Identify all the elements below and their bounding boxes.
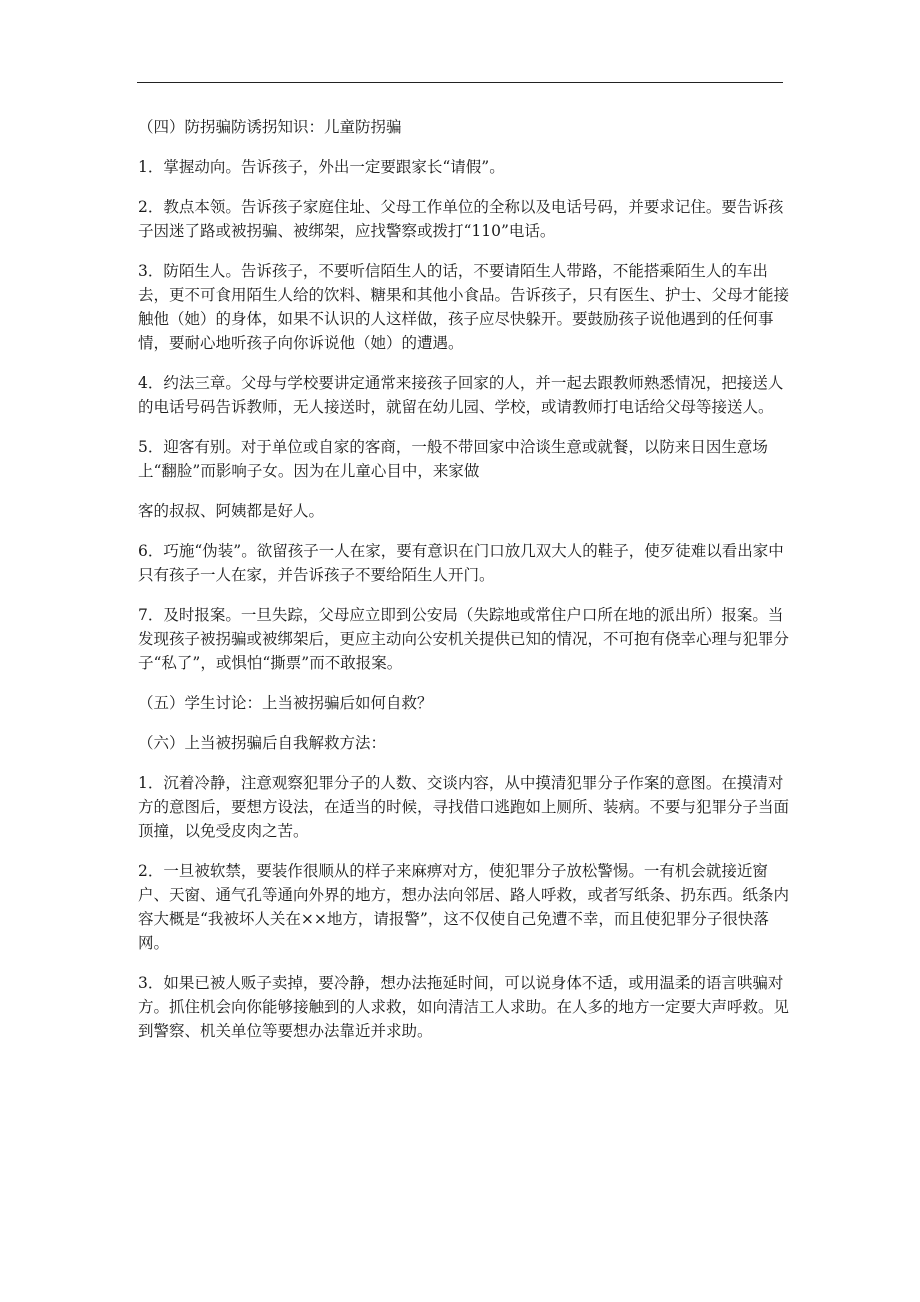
rescue-item-2: 2．一旦被软禁，要装作很顺从的样子来麻痹对方，使犯罪分子放松警惕。一有机会就接近窗户、天窗、通气孔等通向外界的地方，想办法向邻居、路人呼救，或者写纸条、扔东西。纸条内容大概是“我被坏人关在××地方，请报警”，这不仅使自己免遭不幸，而且使犯罪分子很快落网。 xyxy=(138,862,790,952)
rescue-item-1: 1．沉着冷静，注意观察犯罪分子的人数、交谈内容，从中摸清犯罪分子作案的意图。在摸清对方的意图后，要想方设法，在适当的时候，寻找借口逃跑如上厕所、装病。不要与犯罪分子当面顶撞，以免受皮肉之苦。 xyxy=(138,774,790,840)
paragraph-item-2: 2．教点本领。告诉孩子家庭住址、父母工作单位的全称以及电话号码，并要求记住。要告诉孩子因迷了路或被拐骗、被绑架，应找警察或拨打“110”电话。 xyxy=(138,198,784,240)
paragraph-item-4: 4．约法三章。父母与学校要讲定通常来接孩子回家的人，并一起去跟教师熟悉情况，把接送人的电话号码告诉教师，无人接送时，就留在幼儿园、学校，或请教师打电话给父母等接送人。 xyxy=(138,374,784,416)
document-body xyxy=(138,115,790,1059)
paragraph-item-5: 5．迎客有别。对于单位或自家的客商，一般不带回家中洽谈生意或就餐，以防来日因生意场上“翻脸”而影响子女。因为在儿童心目中，来家做 xyxy=(138,438,768,480)
header-rule xyxy=(137,82,783,83)
paragraph-item-7: 7．及时报案。一旦失踪，父母应立即到公安局（失踪地或常住户口所在地的派出所）报案。当发现孩子被拐骗或被绑架后，更应主动向公安机关提供已知的情况，不可抱有侥幸心理与犯罪分子“私了”，或惧怕“撕票”而不敢报案。 xyxy=(138,606,790,672)
section-heading-6: （六）上当被拐骗后自我解救方法： xyxy=(138,734,387,752)
paragraph-item-5-continued: 客的叔叔、阿姨都是好人。 xyxy=(138,502,325,520)
section-heading-4: （四）防拐骗防诱拐知识：儿童防拐骗 xyxy=(138,118,402,136)
section-heading-5: （五）学生讨论：上当被拐骗后如何自救？ xyxy=(138,694,433,712)
paragraph-item-6: 6．巧施“伪装”。欲留孩子一人在家，要有意识在门口放几双大人的鞋子，使歹徒难以看出家中只有孩子一人在家，并告诉孩子不要给陌生人开门。 xyxy=(138,542,784,584)
rescue-item-3: 3．如果已被人贩子卖掉，要冷静，想办法拖延时间，可以说身体不适，或用温柔的语言哄骗对方。抓住机会向你能够接触到的人求救，如向清洁工人求助。在人多的地方一定要大声呼救。见到警察、机关单位等要想办法靠近并求助。 xyxy=(138,974,790,1040)
paragraph-item-1: 1．掌握动向。告诉孩子，外出一定要跟家长“请假”。 xyxy=(138,158,505,176)
paragraph-item-3: 3．防陌生人。告诉孩子，不要听信陌生人的话，不要请陌生人带路，不能搭乘陌生人的车出去，更不可食用陌生人给的饮料、糖果和其他小食品。告诉孩子，只有医生、护士、父母才能接触他（她）的身体，如果不认识的人这样做，孩子应尽快躲开。要鼓励孩子说他遇到的任何事情，要耐心地听孩子向你诉说他（她）的遭遇。 xyxy=(138,262,790,352)
